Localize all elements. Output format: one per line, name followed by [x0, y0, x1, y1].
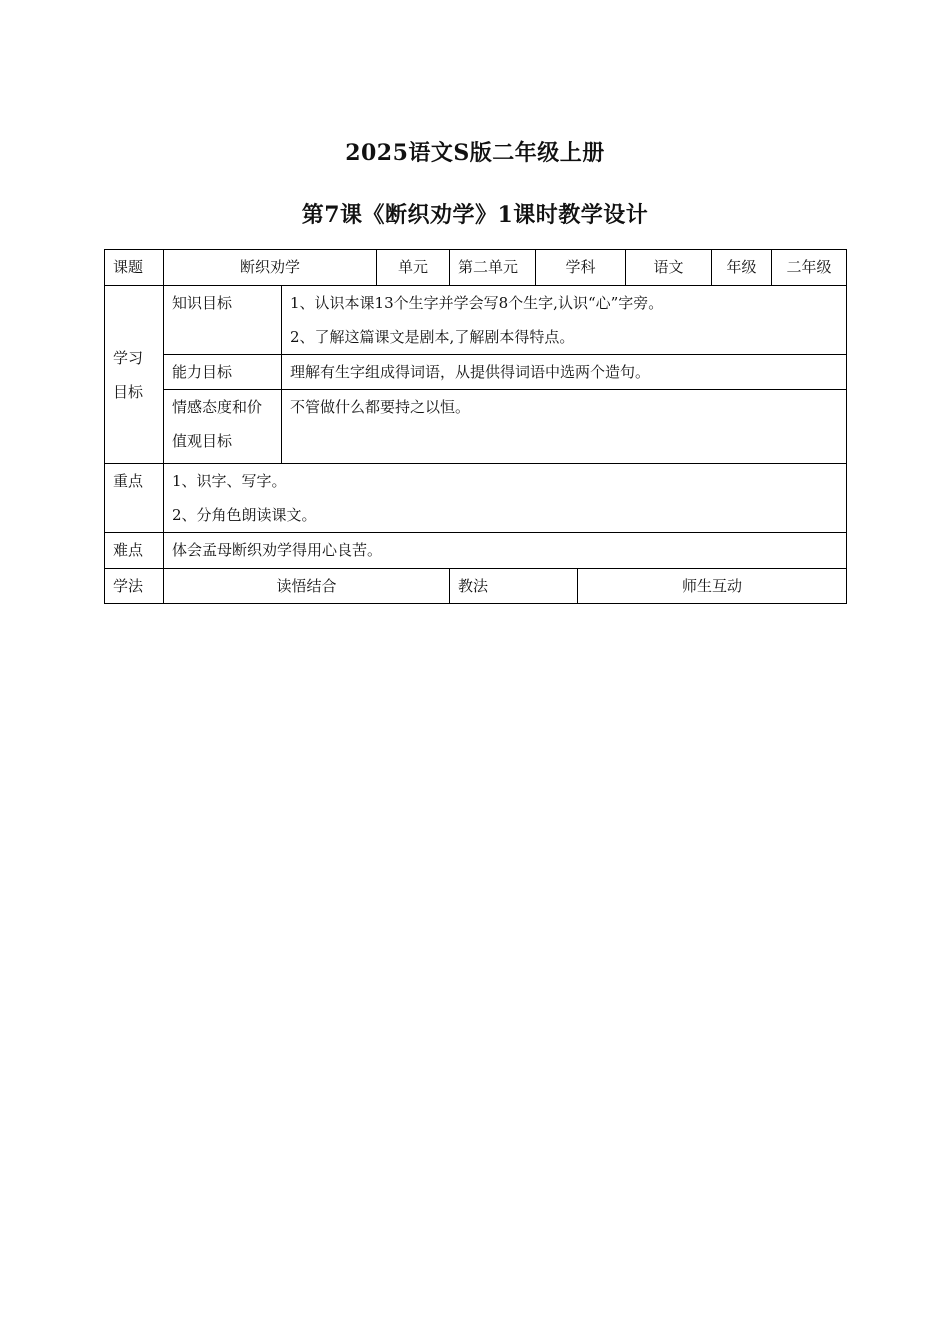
label-emotion-goal-line1: 情感态度和价: [172, 398, 263, 416]
row-ability-goal: [105, 355, 847, 390]
lesson-title: 第7课《断织劝学》1课时教学设计: [301, 202, 649, 228]
key-points-content: [164, 464, 847, 533]
label-grade: 年级: [712, 250, 772, 286]
row-topic: [105, 250, 847, 286]
label-learning-method: 学法: [105, 569, 164, 604]
label-key-points: 重点: [105, 464, 164, 533]
learning-method: 读悟结合: [164, 569, 450, 604]
knowledge-goal-1: 1、认识本课13个生字并学会写8个生字,认识“心”字旁。: [290, 294, 664, 312]
label-subject: 学科: [536, 250, 626, 286]
teaching-method: 师生互动: [578, 569, 847, 604]
label-learning-goals-line2: 目标: [113, 382, 144, 401]
emotion-goal: 不管做什么都要持之以恒。: [282, 390, 847, 464]
label-teaching-method: 教法: [450, 569, 578, 604]
row-emotion-goal: [105, 390, 847, 464]
topic-value: 断织劝学: [164, 250, 377, 286]
row-methods: [105, 569, 847, 604]
key-point-2: 2、分角色朗读课文。: [172, 506, 317, 524]
key-point-1: 1、识字、写字。: [172, 472, 287, 490]
label-learning-goals-line1: 学习: [113, 348, 144, 367]
label-ability-goal: 能力目标: [164, 355, 282, 390]
row-knowledge-goal: [105, 286, 847, 355]
lesson-plan-table: [104, 249, 847, 604]
document-title: 2025语文S版二年级上册: [345, 140, 605, 166]
knowledge-goal-content: [282, 286, 847, 355]
subject-value: 语文: [626, 250, 712, 286]
ability-goal: 理解有生字组成得词语，从提供得词语中选两个造句。: [282, 355, 847, 390]
label-emotion-goal: [164, 390, 282, 464]
label-knowledge-goal: 知识目标: [164, 286, 282, 355]
label-emotion-goal-line2: 值观目标: [172, 432, 233, 450]
row-key-points: [105, 464, 847, 533]
knowledge-goal-2: 2、了解这篇课文是剧本,了解剧本得特点。: [290, 328, 575, 346]
label-learning-goals: [105, 286, 164, 464]
label-unit: 单元: [377, 250, 450, 286]
row-difficulty: [105, 533, 847, 569]
unit-value: 第二单元: [450, 250, 536, 286]
grade-value: 二年级: [772, 250, 847, 286]
label-difficulty: 难点: [105, 533, 164, 569]
difficulty-content: 体会孟母断织劝学得用心良苦。: [164, 533, 847, 569]
label-topic: 课题: [105, 250, 164, 286]
